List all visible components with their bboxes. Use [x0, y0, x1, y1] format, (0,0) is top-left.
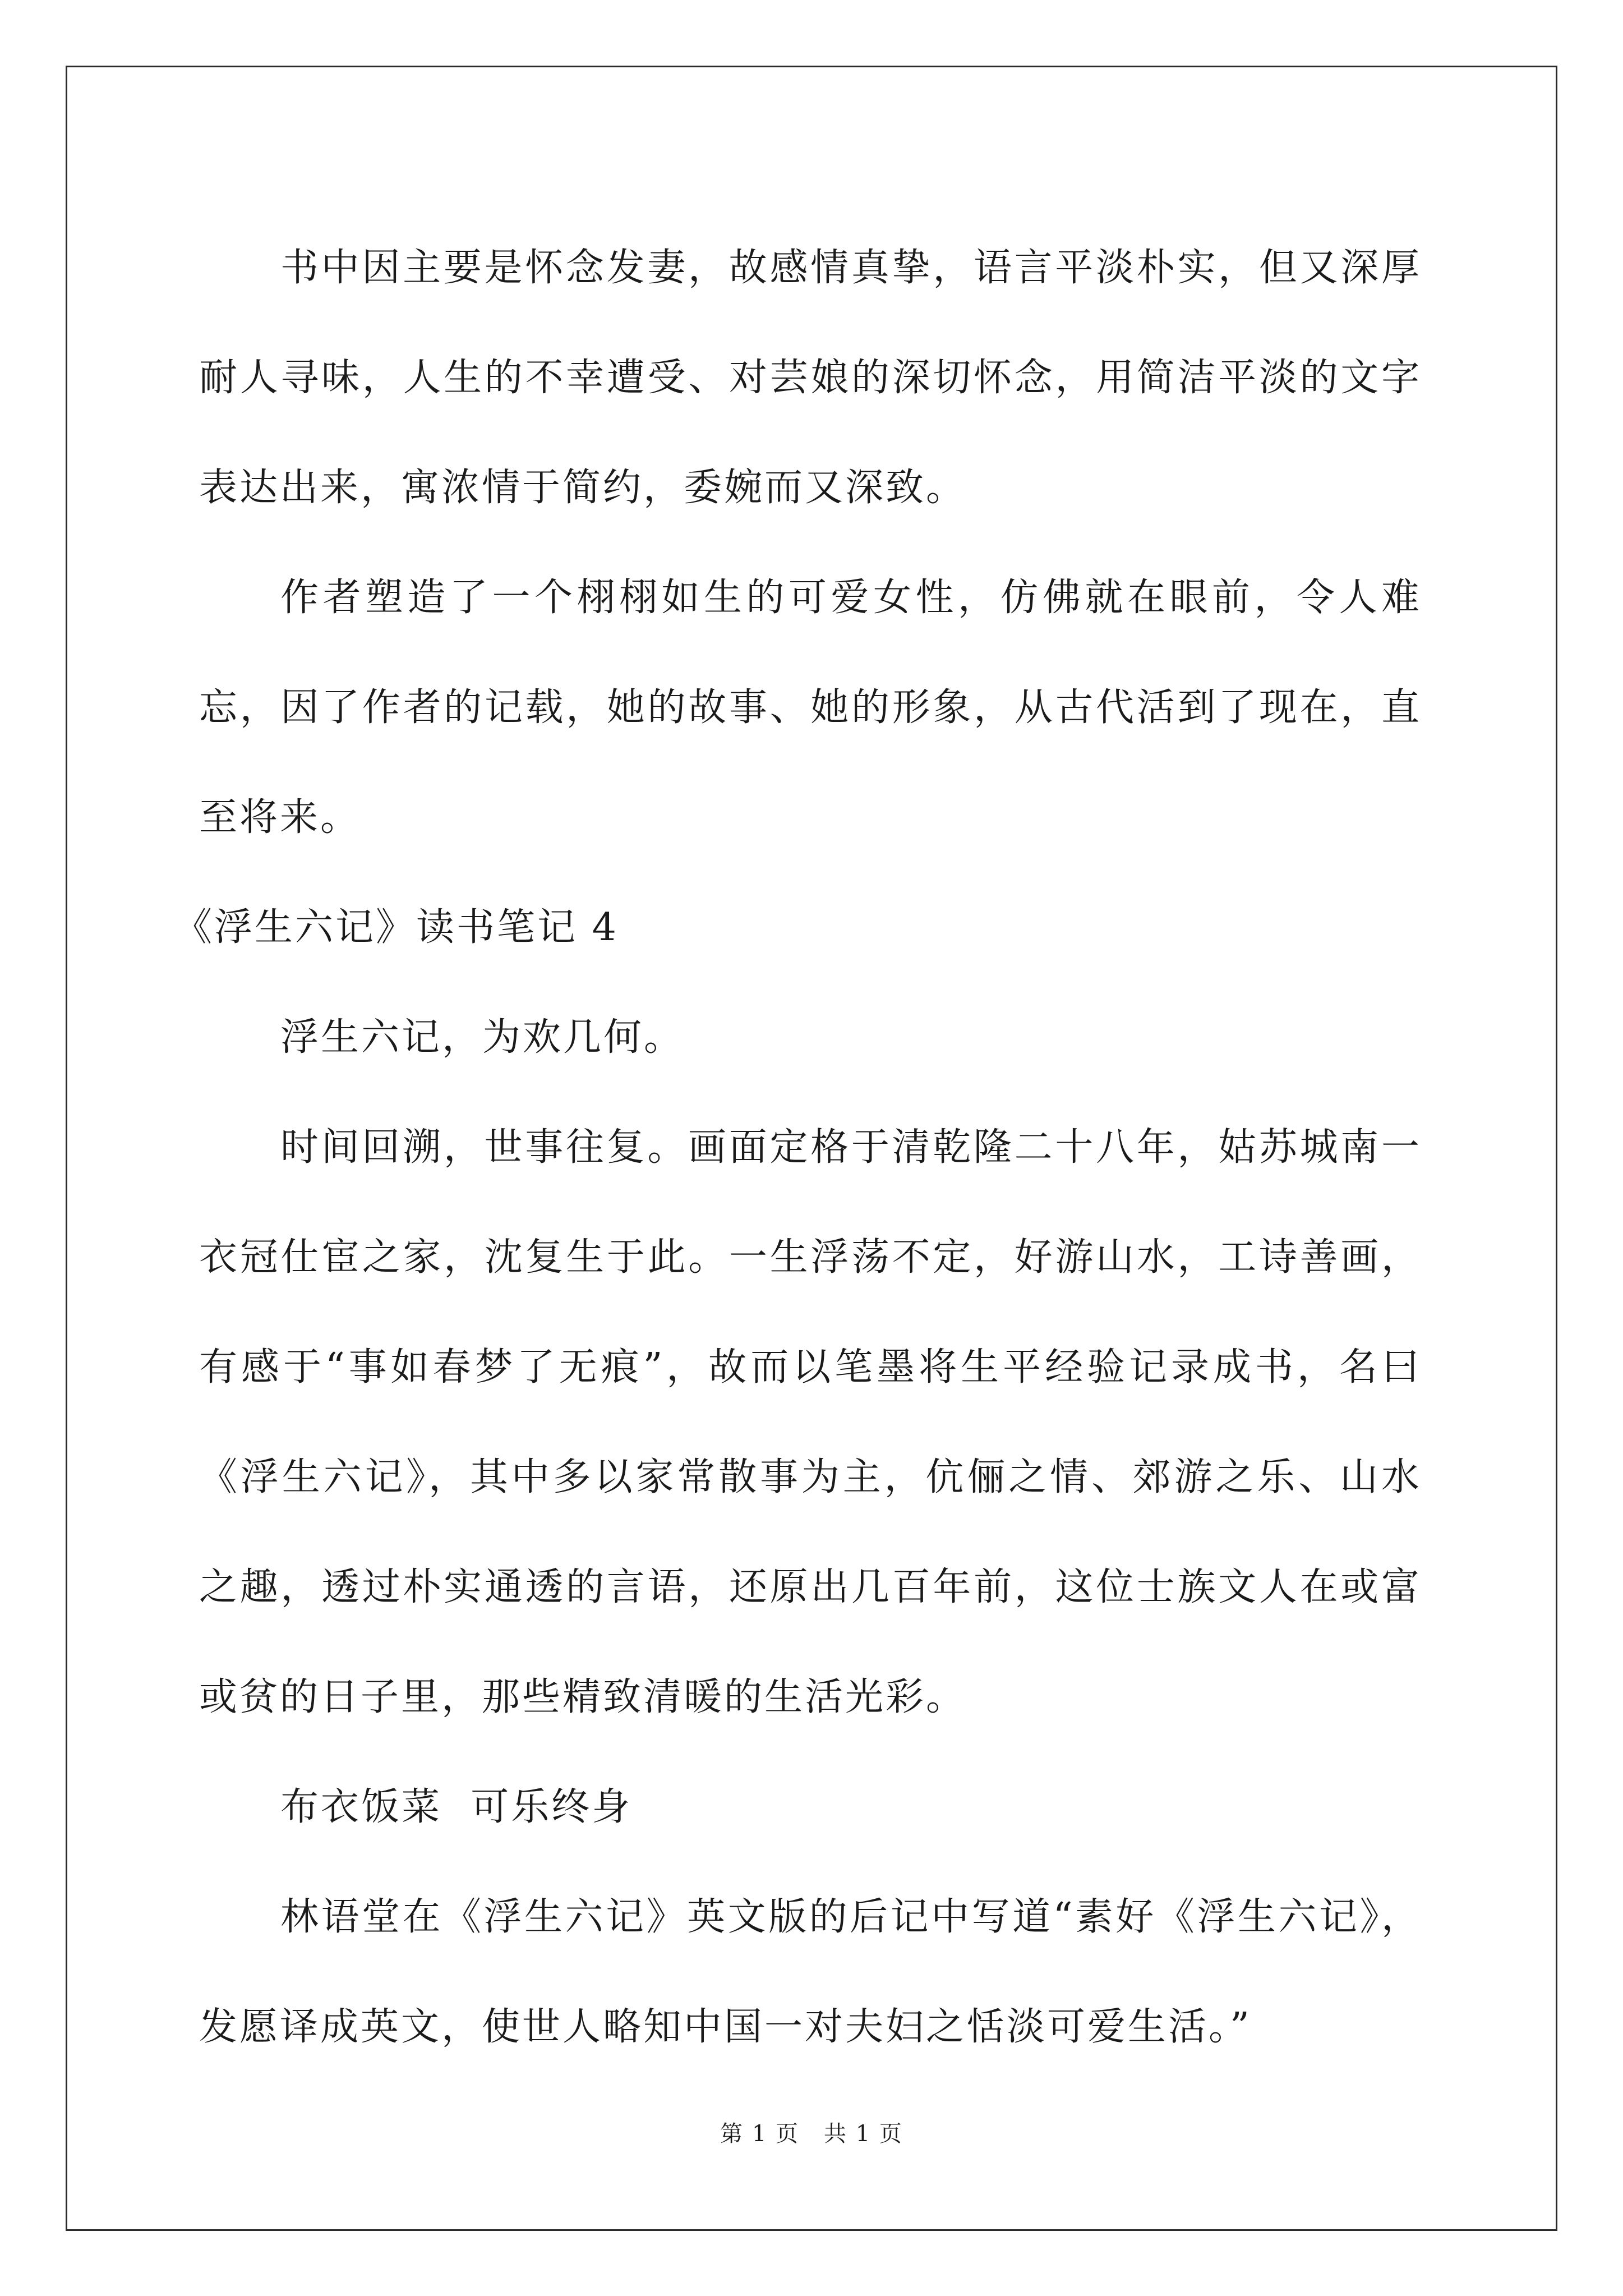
document-body — [174, 213, 1422, 2082]
page-total: 共 1 页 — [824, 2121, 903, 2147]
body-paragraph: 作者塑造了一个栩栩如生的可爱女性，仿佛就在眼前，令人难忘，因了作者的记载，她的故事、她的形象，从古代活到了现在，直至将来。 — [199, 576, 1422, 840]
body-paragraph: 书中因主要是怀念发妻，故感情真挚，语言平淡朴实，但又深厚耐人寻味，人生的不幸遭受、对芸娘的深切怀念，用简洁平淡的文字表达出来，寓浓情于简约，委婉而又深致。 — [199, 246, 1422, 510]
body-paragraph: 浮生六记，为欢几何。 — [280, 1015, 685, 1060]
body-paragraph: 时间回溯，世事往复。画面定格于清乾隆二十八年，姑苏城南一衣冠仕宦之家，沈复生于此。一生浮荡不定，好游山水，工诗善画，有感于“事如春梦了无痕”，故而以笔墨将生平经验记录成书，名曰《浮生六记》，其中多以家常散事为主，伉俪之情、郊游之乐、山水之趣，透过朴实通透的言语，还原出几百年前，这位士族文人在或富或贫的日子里，那些精致清暖的生活光彩。 — [199, 1125, 1422, 1719]
page-number: 第 1 页 — [720, 2121, 799, 2147]
page-footer — [0, 2116, 1623, 2148]
body-paragraph: 林语堂在《浮生六记》英文版的后记中写道“素好《浮生六记》，发愿译成英文，使世人略知中国一对夫妇之恬淡可爱生活。” — [199, 1895, 1422, 2049]
section-heading: 《浮生六记》读书笔记 4 — [174, 905, 619, 950]
subheading-paragraph: 布衣饭菜 可乐终身 — [280, 1785, 633, 1829]
